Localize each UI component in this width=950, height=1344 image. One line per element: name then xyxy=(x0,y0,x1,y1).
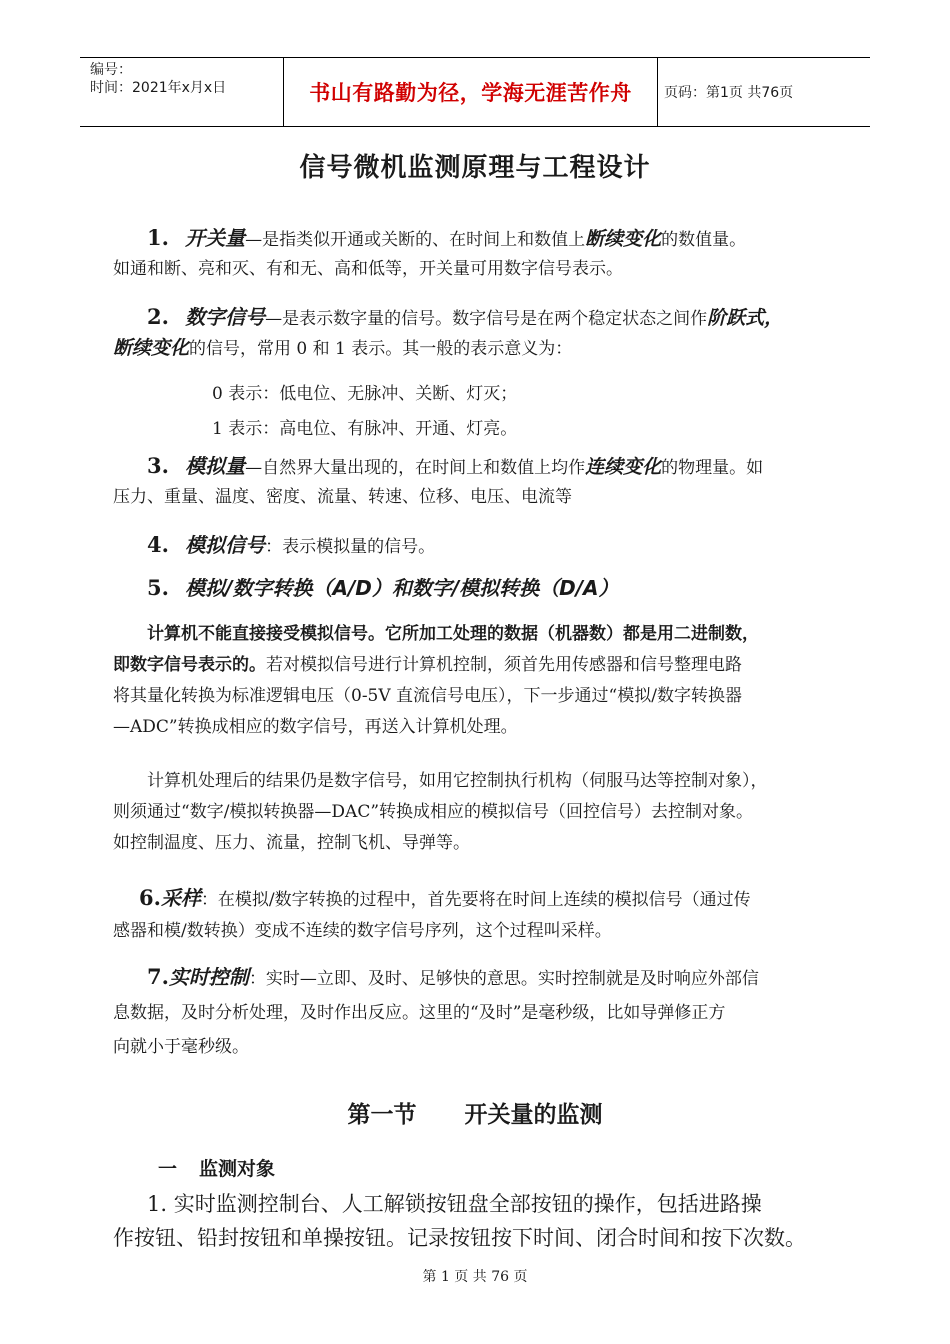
definition-line: 压力、重量、温度、密度、流量、转速、位移、电压、电流等 xyxy=(113,487,572,507)
term-label: 模拟信号 xyxy=(185,533,266,557)
bold-statement: 即数字信号表示的。 xyxy=(113,655,266,675)
paragraph-line: 如控制温度、压力、流量，控制飞机、导弹等。 xyxy=(113,833,470,853)
emphasis-text: 断续变化 xyxy=(585,228,662,250)
item-number: 7. xyxy=(147,964,169,989)
term-label: 实时控制 xyxy=(168,965,249,989)
paragraph-line: 则须通过“数字/模拟转换器—DAC”转换成相应的模拟信号（回控信号）去控制对象。 xyxy=(113,802,754,822)
definition-analog-signal xyxy=(113,530,853,562)
subsection-number: 一 xyxy=(158,1158,178,1180)
definition-sampling xyxy=(113,882,853,947)
item-number: 4. xyxy=(147,532,169,557)
definition-text: 的数值量。 xyxy=(661,230,747,250)
document-header xyxy=(80,57,870,127)
definition-switch-quantity xyxy=(113,223,853,284)
definition-line: 向就小于毫秒级。 xyxy=(113,1037,249,1057)
header-motto-cell xyxy=(283,58,658,126)
one-meaning: 1 表示：高电位、有脉冲、开通、灯亮。 xyxy=(212,419,518,439)
section-number: 第一节 xyxy=(347,1102,417,1128)
definition-realtime-control xyxy=(113,960,853,1064)
subsection-title: 监测对象 xyxy=(199,1158,276,1180)
section-heading xyxy=(0,1096,950,1129)
term-label: 开关量 xyxy=(185,226,246,250)
item-number: 1. xyxy=(147,225,169,250)
item-number: 2. xyxy=(147,304,169,329)
emphasis-text: 阶跃式， xyxy=(707,307,784,329)
emphasis-text: 连续变化 xyxy=(585,456,662,478)
definition-text: ：表示模拟量的信号。 xyxy=(265,537,436,557)
bold-statement: 计算机不能直接接受模拟信号。它所加工处理的数据（机器数）都是用二进制数， xyxy=(147,624,759,644)
paragraph-line: —ADC”转换成相应的数字信号，再送入计算机处理。 xyxy=(113,717,518,737)
definition-conversion xyxy=(113,573,853,605)
definition-text: ：实时—立即、及时、足够快的意思。实时控制就是及时响应外部信 xyxy=(248,969,759,989)
term-label: 模拟量 xyxy=(185,454,246,478)
paragraph-text: 若对模拟信号进行计算机控制，须首先用传感器和信号整理电路 xyxy=(266,655,742,675)
term-label: 采样 xyxy=(160,886,201,910)
definition-text: —是指类似开通或关断的、在时间上和数值上 xyxy=(245,230,586,250)
monitoring-item-1 xyxy=(113,1187,853,1255)
definition-digital-signal xyxy=(113,302,853,364)
paragraph-ad xyxy=(113,619,853,743)
definition-text: —是表示数字量的信号。数字信号是在两个稳定状态之间作 xyxy=(265,309,708,329)
page-footer: 第 1 页 共 76 页 xyxy=(422,1269,528,1285)
definition-line: 息数据，及时分析处理，及时作出反应。这里的“及时”是毫秒级，比如导弹修正方 xyxy=(113,1003,726,1023)
item-line: 作按钮、铅封按钮和单操按钮。记录按钮按下时间、闭合时间和按下次数。 xyxy=(113,1226,806,1250)
definition-line: 如通和断、亮和灭、有和无、高和低等，开关量可用数字信号表示。 xyxy=(113,259,623,279)
term-label: 数字信号 xyxy=(185,305,266,329)
definition-text: 的物理量。如 xyxy=(661,458,764,478)
document-title: 信号微机监测原理与工程设计 xyxy=(299,153,651,183)
subsection-heading xyxy=(158,1154,275,1181)
paragraph-line: 将其量化转换为标准逻辑电压（0-5V 直流信号电压），下一步通过“模拟/数字转换器 xyxy=(113,686,742,706)
header-motto: 书山有路勤为径，学海无涯苦作舟 xyxy=(309,81,632,105)
item-line: 1. 实时监测控制台、人工解锁按钮盘全部按钮的操作，包括进路操 xyxy=(147,1192,762,1216)
paragraph-da xyxy=(113,766,853,859)
paragraph-line: 计算机处理后的结果仍是数字信号，如用它控制执行机构（伺服马达等控制对象）， xyxy=(147,771,768,791)
header-meta xyxy=(80,58,283,126)
serial-label: 编号： xyxy=(90,62,132,78)
header-page-info: 页码：第1页 共76页 xyxy=(664,85,794,101)
time-label: 时间：2021年x月x日 xyxy=(90,80,227,96)
item-number: 3. xyxy=(147,453,169,478)
definition-text: ：在模拟/数字转换的过程中，首先要将在时间上连续的模拟信号（通过传 xyxy=(200,890,751,910)
definition-analog-quantity xyxy=(113,451,853,512)
item-number: 6. xyxy=(139,885,161,910)
definition-text: —自然界大量出现的，在时间上和数值上均作 xyxy=(245,458,586,478)
zero-meaning: 0 表示：低电位、无脉冲、关断、灯灭； xyxy=(212,384,518,404)
term-label: 模拟/数字转换（A/D）和数字/模拟转换（D/A） xyxy=(185,576,619,600)
section-title: 开关量的监测 xyxy=(464,1102,603,1128)
definition-line: 感器和模/数转换）变成不连续的数字信号序列，这个过程叫采样。 xyxy=(113,921,612,941)
item-number: 5. xyxy=(147,575,169,600)
emphasis-text: 断续变化 xyxy=(113,337,190,359)
definition-text: 的信号，常用 0 和 1 表示。其一般的表示意义为： xyxy=(189,339,573,359)
